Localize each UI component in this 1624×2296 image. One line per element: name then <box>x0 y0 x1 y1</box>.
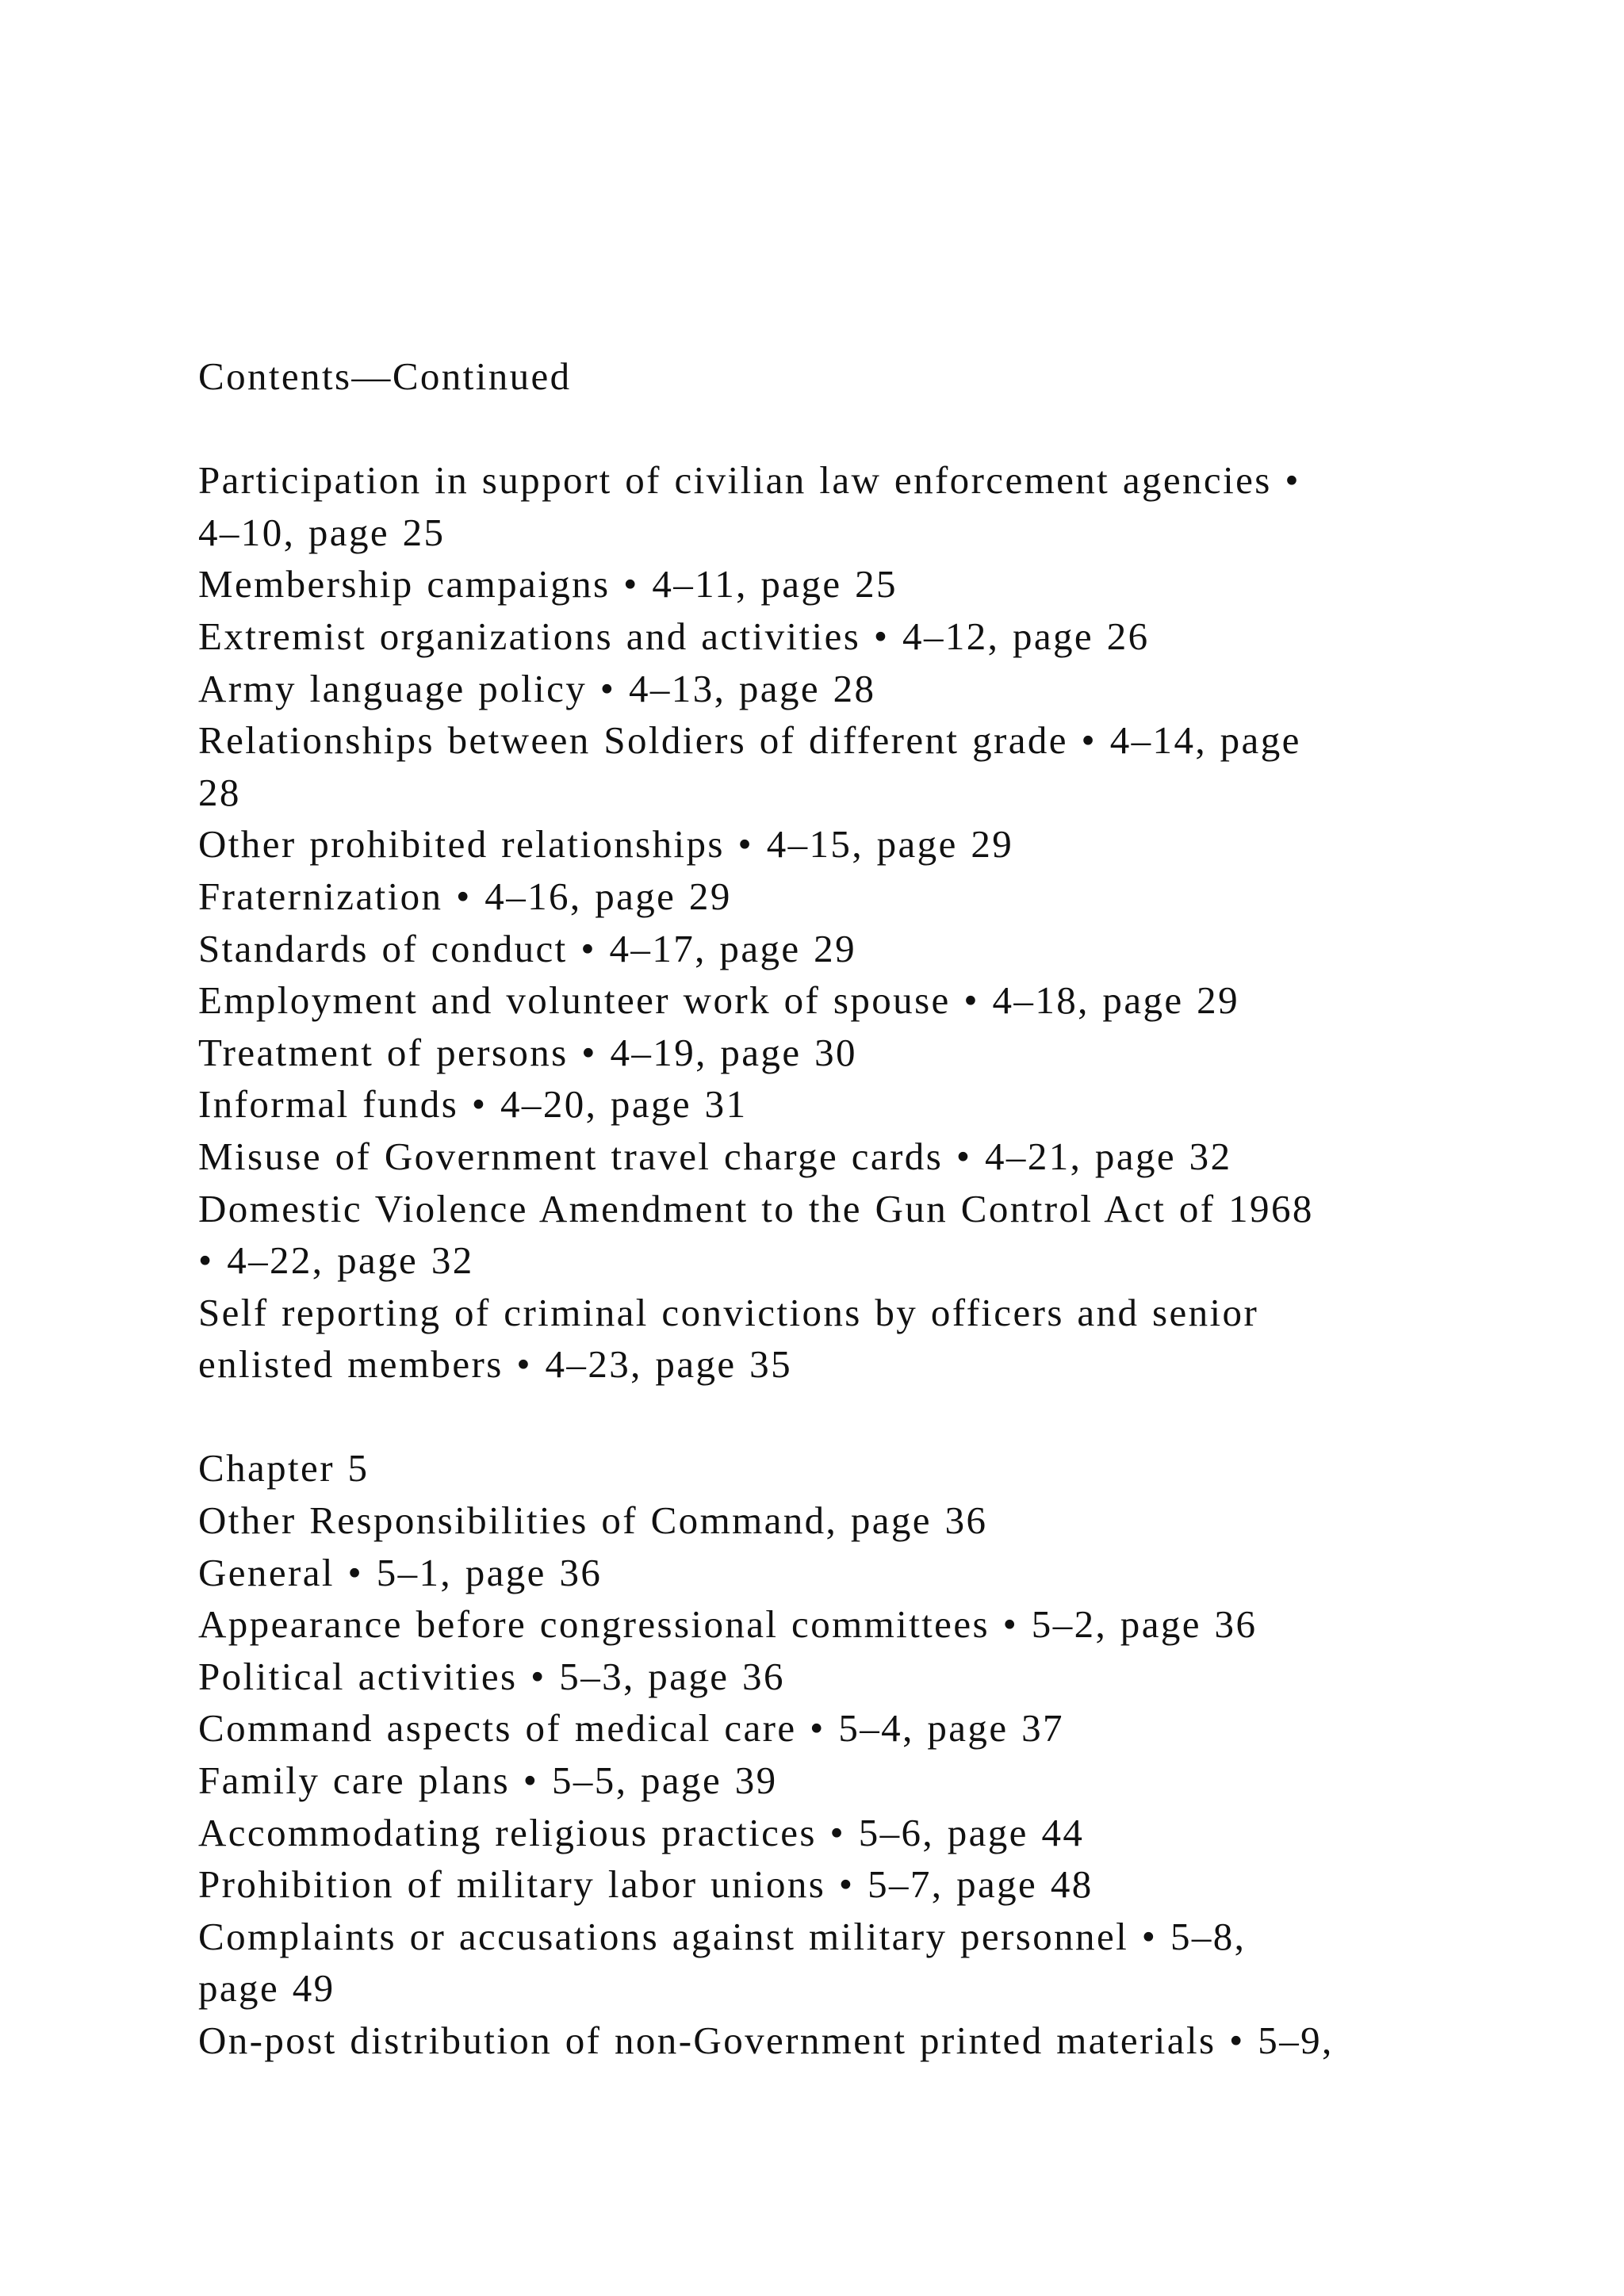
toc-line: On-post distribution of non-Government printed materials • 5–9, <box>198 2019 1334 2062</box>
toc-line: Informal funds • 4–20, page 31 <box>198 1082 748 1127</box>
toc-line: Command aspects of medical care • 5–4, page 37 <box>198 1706 1064 1751</box>
toc-line: Self reporting of criminal convictions by officers and senior <box>198 1290 1259 1334</box>
chapter-title: Other Responsibilities of Command, page 36 <box>198 1498 988 1543</box>
toc-line: page 49 <box>198 1966 335 2011</box>
blank-line <box>198 1391 1546 1443</box>
toc-line: Prohibition of military labor unions • 5–7, page 48 <box>198 1862 1094 1907</box>
toc-line: 4–10, page 25 <box>198 510 446 554</box>
toc-line: Extremist organizations and activities • 4–12, page 26 <box>198 614 1150 658</box>
toc-line: enlisted members • 4–23, page 35 <box>198 1342 792 1387</box>
chapter-heading: Chapter 5 <box>198 1446 370 1490</box>
toc-line: Family care plans • 5–5, page 39 <box>198 1758 778 1803</box>
toc-line: Relationships between Soldiers of different grade • 4–14, page <box>198 718 1301 763</box>
toc-line: 28 <box>198 770 241 814</box>
toc-line: Political activities • 5–3, page 36 <box>198 1654 785 1698</box>
blank-line <box>198 403 1546 455</box>
toc-line: Fraternization • 4–16, page 29 <box>198 874 732 918</box>
toc-line: Standards of conduct • 4–17, page 29 <box>198 926 856 970</box>
toc-line: Employment and volunteer work of spouse • 4–18, page 29 <box>198 978 1239 1023</box>
toc-line: • 4–22, page 32 <box>198 1238 474 1283</box>
toc-line: Treatment of persons • 4–19, page 30 <box>198 1030 857 1074</box>
toc-line: General • 5–1, page 36 <box>198 1550 603 1594</box>
toc-line: Membership campaigns • 4–11, page 25 <box>198 562 898 607</box>
toc-line: Army language policy • 4–13, page 28 <box>198 666 876 710</box>
toc-line: Participation in support of civilian law enforcement agencies • <box>198 458 1300 503</box>
toc-line: Domestic Violence Amendment to the Gun Control Act of 1968 <box>198 1186 1314 1230</box>
toc-line: Other prohibited relationships • 4–15, page 29 <box>198 822 1014 867</box>
toc-line: Appearance before congressional committees • 5–2, page 36 <box>198 1602 1258 1647</box>
toc-line: Misuse of Government travel charge cards • 4–21, page 32 <box>198 1134 1232 1178</box>
contents-heading: Contents—Continued <box>198 354 572 398</box>
toc-line: Complaints or accusations against military personnel • 5–8, <box>198 1914 1247 1958</box>
contents-text <box>198 350 1546 2067</box>
toc-line: Accommodating religious practices • 5–6, page 44 <box>198 1810 1085 1854</box>
